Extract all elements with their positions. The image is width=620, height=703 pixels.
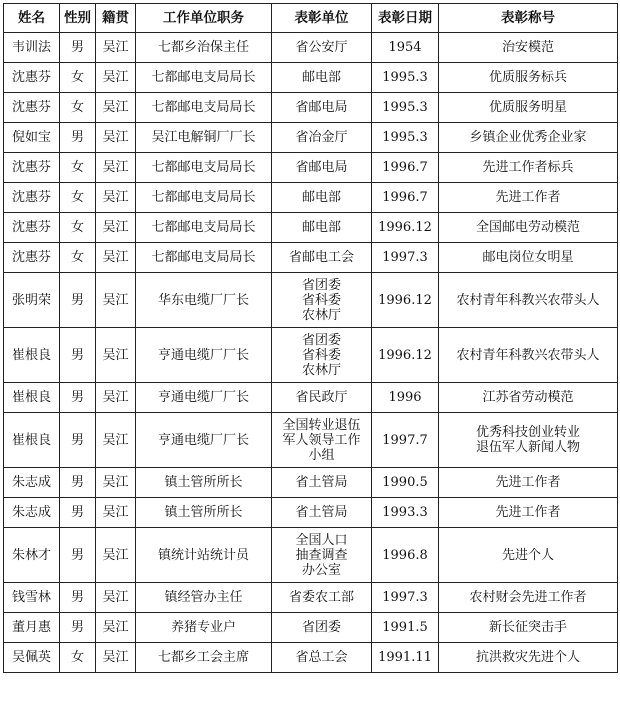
native-place-cell: 吴江 bbox=[96, 413, 136, 468]
native-place-cell: 吴江 bbox=[96, 613, 136, 643]
header-award-title: 表彰称号 bbox=[439, 4, 618, 33]
workplace-position-cell: 七都乡工会主席 bbox=[136, 643, 272, 673]
awarding-unit-cell: 省团委 bbox=[272, 613, 372, 643]
gender-cell: 女 bbox=[60, 643, 96, 673]
name-cell: 沈惠芬 bbox=[4, 93, 60, 123]
workplace-position-cell: 养猪专业户 bbox=[136, 613, 272, 643]
header-gender: 性别 bbox=[60, 4, 96, 33]
awarding-unit-cell: 省土管局 bbox=[272, 498, 372, 528]
header-awarding-unit: 表彰单位 bbox=[272, 4, 372, 33]
header-name: 姓名 bbox=[4, 4, 60, 33]
award-title-cell: 农村财会先进工作者 bbox=[439, 583, 618, 613]
native-place-cell: 吴江 bbox=[96, 123, 136, 153]
native-place-cell: 吴江 bbox=[96, 33, 136, 63]
award-title-cell: 江苏省劳动模范 bbox=[439, 383, 618, 413]
gender-cell: 女 bbox=[60, 243, 96, 273]
workplace-position-cell: 七都邮电支局局长 bbox=[136, 183, 272, 213]
award-title-cell: 优质服务明星 bbox=[439, 93, 618, 123]
name-cell: 朱志成 bbox=[4, 498, 60, 528]
table-row bbox=[4, 33, 618, 63]
name-cell: 沈惠芬 bbox=[4, 153, 60, 183]
gender-cell: 男 bbox=[60, 583, 96, 613]
table-row bbox=[4, 328, 618, 383]
table-row bbox=[4, 528, 618, 583]
award-date-cell: 1996.7 bbox=[372, 183, 439, 213]
workplace-position-cell: 镇统计站统计员 bbox=[136, 528, 272, 583]
awarding-unit-cell: 省邮电工会 bbox=[272, 243, 372, 273]
award-date-cell: 1991.11 bbox=[372, 643, 439, 673]
awarding-unit-cell: 全国人口 抽查调查 办公室 bbox=[272, 528, 372, 583]
table-row bbox=[4, 213, 618, 243]
table-row bbox=[4, 273, 618, 328]
native-place-cell: 吴江 bbox=[96, 383, 136, 413]
award-date-cell: 1995.3 bbox=[372, 123, 439, 153]
name-cell: 崔根良 bbox=[4, 413, 60, 468]
name-cell: 韦训法 bbox=[4, 33, 60, 63]
table-row bbox=[4, 243, 618, 273]
award-title-cell: 治安模范 bbox=[439, 33, 618, 63]
workplace-position-cell: 镇经管办主任 bbox=[136, 583, 272, 613]
award-title-cell: 农村青年科教兴农带头人 bbox=[439, 273, 618, 328]
award-title-cell: 先进个人 bbox=[439, 528, 618, 583]
table-row bbox=[4, 153, 618, 183]
name-cell: 倪如宝 bbox=[4, 123, 60, 153]
native-place-cell: 吴江 bbox=[96, 183, 136, 213]
table-row bbox=[4, 498, 618, 528]
awarding-unit-cell: 邮电部 bbox=[272, 63, 372, 93]
awarding-unit-cell: 省土管局 bbox=[272, 468, 372, 498]
award-date-cell: 1996 bbox=[372, 383, 439, 413]
gender-cell: 女 bbox=[60, 153, 96, 183]
award-date-cell: 1996.12 bbox=[372, 213, 439, 243]
native-place-cell: 吴江 bbox=[96, 498, 136, 528]
name-cell: 沈惠芬 bbox=[4, 243, 60, 273]
award-title-cell: 先进工作者 bbox=[439, 498, 618, 528]
award-title-cell: 先进工作者 bbox=[439, 183, 618, 213]
native-place-cell: 吴江 bbox=[96, 273, 136, 328]
native-place-cell: 吴江 bbox=[96, 528, 136, 583]
award-date-cell: 1991.5 bbox=[372, 613, 439, 643]
native-place-cell: 吴江 bbox=[96, 468, 136, 498]
award-title-cell: 新长征突击手 bbox=[439, 613, 618, 643]
native-place-cell: 吴江 bbox=[96, 583, 136, 613]
awarding-unit-cell: 省公安厅 bbox=[272, 33, 372, 63]
table-body bbox=[4, 33, 618, 673]
gender-cell: 女 bbox=[60, 213, 96, 243]
workplace-position-cell: 七都邮电支局局长 bbox=[136, 213, 272, 243]
workplace-position-cell: 亨通电缆厂厂长 bbox=[136, 328, 272, 383]
gender-cell: 男 bbox=[60, 33, 96, 63]
native-place-cell: 吴江 bbox=[96, 213, 136, 243]
name-cell: 朱林才 bbox=[4, 528, 60, 583]
award-date-cell: 1996.12 bbox=[372, 273, 439, 328]
name-cell: 吴佩英 bbox=[4, 643, 60, 673]
gender-cell: 男 bbox=[60, 413, 96, 468]
awarding-unit-cell: 省邮电局 bbox=[272, 153, 372, 183]
award-date-cell: 1954 bbox=[372, 33, 439, 63]
award-date-cell: 1997.7 bbox=[372, 413, 439, 468]
header-row bbox=[4, 4, 618, 33]
table-row bbox=[4, 583, 618, 613]
workplace-position-cell: 七都邮电支局局长 bbox=[136, 153, 272, 183]
gender-cell: 男 bbox=[60, 468, 96, 498]
award-title-cell: 邮电岗位女明星 bbox=[439, 243, 618, 273]
gender-cell: 男 bbox=[60, 328, 96, 383]
awarding-unit-cell: 省委农工部 bbox=[272, 583, 372, 613]
gender-cell: 男 bbox=[60, 528, 96, 583]
table-row bbox=[4, 643, 618, 673]
workplace-position-cell: 亨通电缆厂厂长 bbox=[136, 413, 272, 468]
workplace-position-cell: 七都乡治保主任 bbox=[136, 33, 272, 63]
workplace-position-cell: 镇土管所所长 bbox=[136, 498, 272, 528]
workplace-position-cell: 七都邮电支局局长 bbox=[136, 63, 272, 93]
name-cell: 沈惠芬 bbox=[4, 183, 60, 213]
table-row bbox=[4, 383, 618, 413]
header-award-date: 表彰日期 bbox=[372, 4, 439, 33]
award-title-cell: 先进工作者 bbox=[439, 468, 618, 498]
award-title-cell: 抗洪救灾先进个人 bbox=[439, 643, 618, 673]
awarding-unit-cell: 省总工会 bbox=[272, 643, 372, 673]
name-cell: 董月惠 bbox=[4, 613, 60, 643]
award-date-cell: 1995.3 bbox=[372, 63, 439, 93]
name-cell: 朱志成 bbox=[4, 468, 60, 498]
name-cell: 沈惠芬 bbox=[4, 213, 60, 243]
awarding-unit-cell: 省邮电局 bbox=[272, 93, 372, 123]
native-place-cell: 吴江 bbox=[96, 643, 136, 673]
native-place-cell: 吴江 bbox=[96, 243, 136, 273]
workplace-position-cell: 七都邮电支局局长 bbox=[136, 243, 272, 273]
award-title-cell: 优秀科技创业转业 退伍军人新闻人物 bbox=[439, 413, 618, 468]
awarding-unit-cell: 省民政厅 bbox=[272, 383, 372, 413]
award-date-cell: 1997.3 bbox=[372, 243, 439, 273]
name-cell: 沈惠芬 bbox=[4, 63, 60, 93]
award-date-cell: 1996.7 bbox=[372, 153, 439, 183]
native-place-cell: 吴江 bbox=[96, 93, 136, 123]
gender-cell: 女 bbox=[60, 93, 96, 123]
gender-cell: 女 bbox=[60, 183, 96, 213]
header-workplace-position: 工作单位职务 bbox=[136, 4, 272, 33]
name-cell: 张明荣 bbox=[4, 273, 60, 328]
header-native-place: 籍贯 bbox=[96, 4, 136, 33]
native-place-cell: 吴江 bbox=[96, 153, 136, 183]
gender-cell: 女 bbox=[60, 63, 96, 93]
gender-cell: 男 bbox=[60, 613, 96, 643]
table-row bbox=[4, 468, 618, 498]
gender-cell: 男 bbox=[60, 123, 96, 153]
workplace-position-cell: 亨通电缆厂厂长 bbox=[136, 383, 272, 413]
workplace-position-cell: 吴江电解铜厂厂长 bbox=[136, 123, 272, 153]
table-row bbox=[4, 613, 618, 643]
award-date-cell: 1997.3 bbox=[372, 583, 439, 613]
table-row bbox=[4, 183, 618, 213]
award-title-cell: 农村青年科教兴农带头人 bbox=[439, 328, 618, 383]
name-cell: 崔根良 bbox=[4, 383, 60, 413]
awarding-unit-cell: 省冶金厅 bbox=[272, 123, 372, 153]
honors-table bbox=[3, 3, 618, 673]
award-title-cell: 优质服务标兵 bbox=[439, 63, 618, 93]
award-date-cell: 1996.12 bbox=[372, 328, 439, 383]
award-date-cell: 1990.5 bbox=[372, 468, 439, 498]
award-date-cell: 1993.3 bbox=[372, 498, 439, 528]
award-title-cell: 乡镇企业优秀企业家 bbox=[439, 123, 618, 153]
workplace-position-cell: 七都邮电支局局长 bbox=[136, 93, 272, 123]
awarding-unit-cell: 全国转业退伍 军人领导工作 小组 bbox=[272, 413, 372, 468]
native-place-cell: 吴江 bbox=[96, 328, 136, 383]
gender-cell: 男 bbox=[60, 498, 96, 528]
gender-cell: 男 bbox=[60, 273, 96, 328]
award-title-cell: 先进工作者标兵 bbox=[439, 153, 618, 183]
award-date-cell: 1996.8 bbox=[372, 528, 439, 583]
awarding-unit-cell: 邮电部 bbox=[272, 183, 372, 213]
award-title-cell: 全国邮电劳动模范 bbox=[439, 213, 618, 243]
name-cell: 崔根良 bbox=[4, 328, 60, 383]
awarding-unit-cell: 省团委 省科委 农林厅 bbox=[272, 328, 372, 383]
native-place-cell: 吴江 bbox=[96, 63, 136, 93]
award-date-cell: 1995.3 bbox=[372, 93, 439, 123]
table-row bbox=[4, 63, 618, 93]
gender-cell: 男 bbox=[60, 383, 96, 413]
table-row bbox=[4, 123, 618, 153]
table-row bbox=[4, 93, 618, 123]
name-cell: 钱雪林 bbox=[4, 583, 60, 613]
workplace-position-cell: 镇土管所所长 bbox=[136, 468, 272, 498]
awarding-unit-cell: 邮电部 bbox=[272, 213, 372, 243]
workplace-position-cell: 华东电缆厂厂长 bbox=[136, 273, 272, 328]
awarding-unit-cell: 省团委 省科委 农林厅 bbox=[272, 273, 372, 328]
table-row bbox=[4, 413, 618, 468]
